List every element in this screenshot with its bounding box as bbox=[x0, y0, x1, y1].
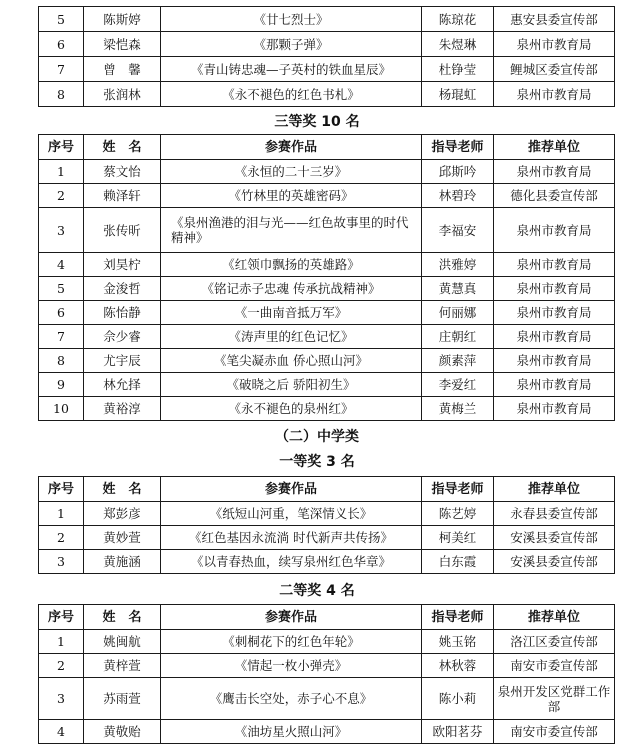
cell-teacher: 洪雅婷 bbox=[422, 253, 494, 277]
cell-work: 《铭记赤子忠魂 传承抗战精神》 bbox=[161, 277, 422, 301]
header-teacher: 指导老师 bbox=[422, 135, 494, 160]
cell-name: 郑彭彦 bbox=[84, 502, 161, 526]
cell-unit: 安溪县委宣传部 bbox=[494, 526, 615, 550]
table-row bbox=[39, 678, 615, 720]
cell-teacher: 白东霞 bbox=[422, 550, 494, 574]
third-prize-table bbox=[38, 134, 615, 421]
table-row bbox=[39, 349, 615, 373]
cell-index: 4 bbox=[39, 253, 84, 277]
cell-name: 黄妙萱 bbox=[84, 526, 161, 550]
cell-index: 1 bbox=[39, 502, 84, 526]
cell-teacher: 朱煜琳 bbox=[422, 32, 494, 57]
cell-teacher: 杜铮莹 bbox=[422, 57, 494, 82]
cell-work: 《一曲南音抵万军》 bbox=[161, 301, 422, 325]
cell-index: 5 bbox=[39, 277, 84, 301]
cell-work: 《以青春热血，续写泉州红色华章》 bbox=[161, 550, 422, 574]
header-unit: 推荐单位 bbox=[494, 135, 615, 160]
table-row bbox=[39, 32, 615, 57]
cell-work: 《笔尖凝赤血 侨心照山河》 bbox=[161, 349, 422, 373]
cell-teacher: 李福安 bbox=[422, 208, 494, 253]
cell-name: 赖泽轩 bbox=[84, 184, 161, 208]
cell-name: 曾 馨 bbox=[84, 57, 161, 82]
cell-work: 《永不褪色的红色书札》 bbox=[161, 82, 422, 107]
cell-teacher: 黄梅兰 bbox=[422, 397, 494, 421]
cell-name: 佘少睿 bbox=[84, 325, 161, 349]
cell-unit: 惠安县委宣传部 bbox=[494, 7, 615, 32]
header-index: 序号 bbox=[39, 605, 84, 630]
cell-teacher: 杨琨虹 bbox=[422, 82, 494, 107]
header-unit: 推荐单位 bbox=[494, 605, 615, 630]
cell-work: 《红色基因永流淌 时代新声共传扬》 bbox=[161, 526, 422, 550]
cell-name: 尤宇辰 bbox=[84, 349, 161, 373]
table-row bbox=[39, 208, 615, 253]
cell-work: 《情起一枚小弹壳》 bbox=[161, 654, 422, 678]
table-row bbox=[39, 253, 615, 277]
cell-name: 苏雨萱 bbox=[84, 678, 161, 720]
cell-work: 《红领巾飘扬的英雄路》 bbox=[161, 253, 422, 277]
cell-teacher: 颜素萍 bbox=[422, 349, 494, 373]
cell-unit: 安溪县委宣传部 bbox=[494, 550, 615, 574]
cell-work: 《涛声里的红色记忆》 bbox=[161, 325, 422, 349]
second-prize-primary-table-continued bbox=[38, 6, 615, 107]
cell-teacher: 林秋蓉 bbox=[422, 654, 494, 678]
cell-unit: 泉州市教育局 bbox=[494, 32, 615, 57]
cell-index: 6 bbox=[39, 32, 84, 57]
cell-unit: 鲤城区委宣传部 bbox=[494, 57, 615, 82]
table-row bbox=[39, 160, 615, 184]
cell-unit: 泉州市教育局 bbox=[494, 253, 615, 277]
cell-name: 黄梓萱 bbox=[84, 654, 161, 678]
cell-index: 8 bbox=[39, 82, 84, 107]
cell-index: 1 bbox=[39, 160, 84, 184]
cell-work: 《青山铸忠魂—子英村的铁血星辰》 bbox=[161, 57, 422, 82]
middle-second-prize-title: 二等奖 4 名 bbox=[279, 583, 355, 599]
cell-name: 黄敬贻 bbox=[84, 720, 161, 744]
cell-work: 《油坊星火照山河》 bbox=[161, 720, 422, 744]
table-row bbox=[39, 373, 615, 397]
middle-second-prize-table bbox=[38, 604, 615, 744]
cell-index: 3 bbox=[39, 208, 84, 253]
cell-work: 《纸短山河重，笔深情义长》 bbox=[161, 502, 422, 526]
cell-work: 《竹林里的英雄密码》 bbox=[161, 184, 422, 208]
cell-unit: 泉州市教育局 bbox=[494, 160, 615, 184]
cell-work: 《泉州渔港的泪与光——红色故事里的时代精神》 bbox=[161, 208, 422, 253]
cell-teacher: 何丽娜 bbox=[422, 301, 494, 325]
header-name: 姓 名 bbox=[84, 477, 161, 502]
cell-unit: 南安市委宣传部 bbox=[494, 720, 615, 744]
cell-index: 7 bbox=[39, 57, 84, 82]
cell-teacher: 邱斯吟 bbox=[422, 160, 494, 184]
cell-index: 9 bbox=[39, 373, 84, 397]
cell-unit: 南安市委宣传部 bbox=[494, 654, 615, 678]
cell-unit: 泉州开发区党群工作部 bbox=[494, 678, 615, 720]
table-row bbox=[39, 720, 615, 744]
cell-index: 2 bbox=[39, 184, 84, 208]
cell-unit: 洛江区委宣传部 bbox=[494, 630, 615, 654]
header-work: 参赛作品 bbox=[161, 477, 422, 502]
cell-unit: 泉州市教育局 bbox=[494, 325, 615, 349]
table-row bbox=[39, 277, 615, 301]
header-work: 参赛作品 bbox=[161, 135, 422, 160]
cell-index: 2 bbox=[39, 526, 84, 550]
table-row bbox=[39, 502, 615, 526]
table-row bbox=[39, 654, 615, 678]
cell-index: 7 bbox=[39, 325, 84, 349]
cell-unit: 泉州市教育局 bbox=[494, 277, 615, 301]
cell-unit: 泉州市教育局 bbox=[494, 301, 615, 325]
cell-index: 2 bbox=[39, 654, 84, 678]
cell-work: 《廿七烈士》 bbox=[161, 7, 422, 32]
cell-teacher: 欧阳茗芬 bbox=[422, 720, 494, 744]
middle-first-prize-title: 一等奖 3 名 bbox=[279, 454, 355, 470]
cell-name: 陈怡静 bbox=[84, 301, 161, 325]
cell-name: 金浚哲 bbox=[84, 277, 161, 301]
table-row bbox=[39, 301, 615, 325]
cell-name: 蔡文怡 bbox=[84, 160, 161, 184]
table-row bbox=[39, 184, 615, 208]
cell-name: 张润林 bbox=[84, 82, 161, 107]
cell-name: 黄施涵 bbox=[84, 550, 161, 574]
header-index: 序号 bbox=[39, 135, 84, 160]
cell-name: 林允择 bbox=[84, 373, 161, 397]
cell-name: 张传昕 bbox=[84, 208, 161, 253]
cell-teacher: 姚玉铭 bbox=[422, 630, 494, 654]
cell-name: 姚闽航 bbox=[84, 630, 161, 654]
cell-name: 梁恺森 bbox=[84, 32, 161, 57]
middle-school-category-title: （二）中学类 bbox=[275, 429, 359, 445]
cell-index: 3 bbox=[39, 550, 84, 574]
cell-name: 刘昊柠 bbox=[84, 253, 161, 277]
cell-work: 《那颗子弹》 bbox=[161, 32, 422, 57]
middle-first-prize-table bbox=[38, 476, 615, 574]
table-row bbox=[39, 397, 615, 421]
header-teacher: 指导老师 bbox=[422, 477, 494, 502]
header-unit: 推荐单位 bbox=[494, 477, 615, 502]
cell-index: 8 bbox=[39, 349, 84, 373]
table-row bbox=[39, 82, 615, 107]
cell-name: 黄裕淳 bbox=[84, 397, 161, 421]
cell-unit: 泉州市教育局 bbox=[494, 208, 615, 253]
cell-index: 10 bbox=[39, 397, 84, 421]
cell-index: 4 bbox=[39, 720, 84, 744]
cell-unit: 德化县委宣传部 bbox=[494, 184, 615, 208]
cell-teacher: 庄朝红 bbox=[422, 325, 494, 349]
table-row bbox=[39, 630, 615, 654]
cell-index: 5 bbox=[39, 7, 84, 32]
cell-unit: 泉州市教育局 bbox=[494, 373, 615, 397]
header-work: 参赛作品 bbox=[161, 605, 422, 630]
cell-index: 6 bbox=[39, 301, 84, 325]
cell-unit: 泉州市教育局 bbox=[494, 349, 615, 373]
cell-teacher: 柯美红 bbox=[422, 526, 494, 550]
header-name: 姓 名 bbox=[84, 135, 161, 160]
table-row bbox=[39, 526, 615, 550]
cell-name: 陈斯婷 bbox=[84, 7, 161, 32]
cell-work: 《刺桐花下的红色年轮》 bbox=[161, 630, 422, 654]
cell-unit: 泉州市教育局 bbox=[494, 397, 615, 421]
header-teacher: 指导老师 bbox=[422, 605, 494, 630]
table-row bbox=[39, 57, 615, 82]
cell-teacher: 陈琼花 bbox=[422, 7, 494, 32]
cell-unit: 泉州市教育局 bbox=[494, 82, 615, 107]
cell-teacher: 李爱红 bbox=[422, 373, 494, 397]
header-index: 序号 bbox=[39, 477, 84, 502]
cell-teacher: 陈艺婷 bbox=[422, 502, 494, 526]
table-row bbox=[39, 7, 615, 32]
cell-teacher: 陈小莉 bbox=[422, 678, 494, 720]
cell-teacher: 黄慧真 bbox=[422, 277, 494, 301]
cell-work: 《永恒的二十三岁》 bbox=[161, 160, 422, 184]
cell-teacher: 林碧玲 bbox=[422, 184, 494, 208]
cell-unit: 永春县委宣传部 bbox=[494, 502, 615, 526]
table-row bbox=[39, 550, 615, 574]
third-prize-title: 三等奖 10 名 bbox=[274, 114, 360, 130]
table-row bbox=[39, 325, 615, 349]
cell-index: 1 bbox=[39, 630, 84, 654]
cell-work: 《永不褪色的泉州红》 bbox=[161, 397, 422, 421]
cell-index: 3 bbox=[39, 678, 84, 720]
header-name: 姓 名 bbox=[84, 605, 161, 630]
cell-work: 《鹰击长空处，赤子心不息》 bbox=[161, 678, 422, 720]
cell-work: 《破晓之后 骄阳初生》 bbox=[161, 373, 422, 397]
